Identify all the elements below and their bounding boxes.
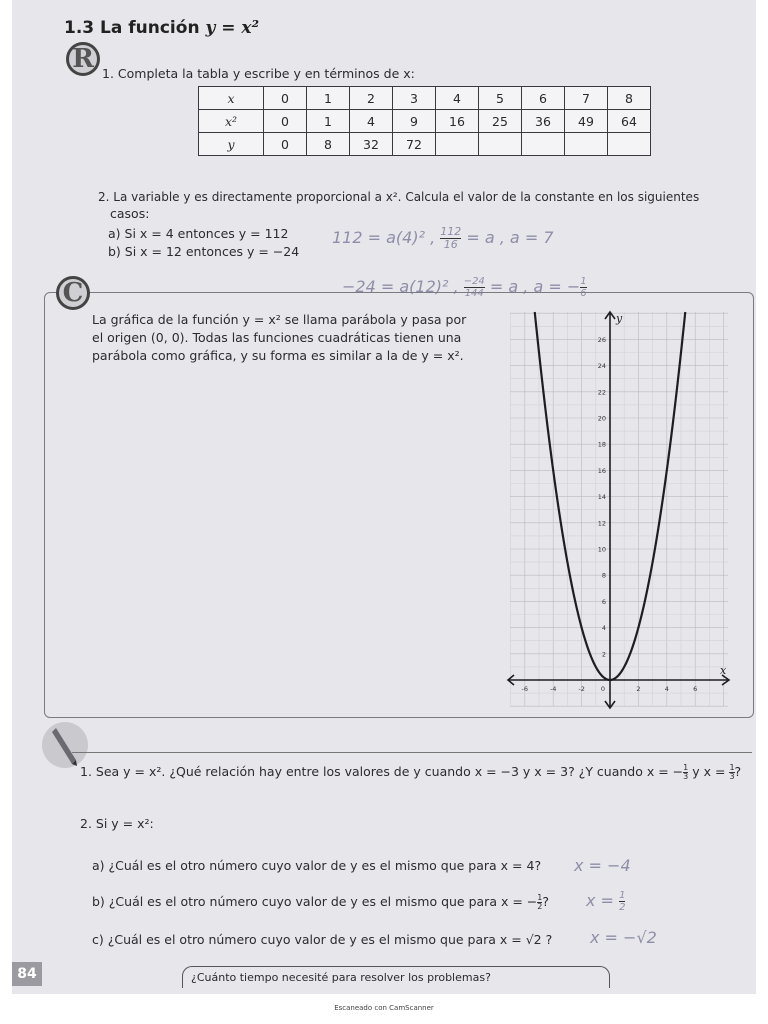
table-cell: 0 — [264, 133, 307, 156]
handwritten-answer-2b: −24 = a(12)² , $\frac{-24}{144}$ = a , a = − $\frac{1}{6}$ — [342, 276, 587, 299]
table-cell — [565, 133, 608, 156]
y-tick-label: 22 — [597, 388, 606, 397]
table-cell: 32 — [350, 133, 393, 156]
textbook-page — [12, 0, 756, 994]
concept-line3: parábola como gráfica, y su forma es similar a la de y = x². — [92, 348, 464, 363]
practice-q1: 1. Sea y = x². ¿Qué relación hay entre los valores de y cuando x = −3 y x = 3? ¿Y cuando x = − $\frac{1}{3}$ y x = $\frac{1}{3}$ ? — [80, 763, 742, 781]
handwritten-answer-q2c: x = −√2 — [590, 928, 657, 947]
table-cell: 36 — [522, 110, 565, 133]
chart-grid — [510, 312, 728, 706]
table-cell: 72 — [393, 133, 436, 156]
handwritten-answer-q2b: x = $\frac{1}{2}$ — [586, 890, 626, 913]
table-cell: 64 — [608, 110, 651, 133]
y-tick-label: 4 — [601, 624, 606, 633]
y-tick-label: 20 — [597, 414, 606, 423]
table-cell: 3 — [393, 87, 436, 110]
x-axis-label: x — [720, 664, 727, 677]
exercise-1-instruction: 1. Completa la tabla y escribe y en términos de x: — [102, 66, 415, 81]
table-header-x: x — [199, 87, 264, 110]
x-tick-label: -4 — [549, 685, 557, 693]
y-tick-label: 10 — [597, 545, 606, 554]
title-formula: y = x² — [205, 18, 260, 38]
y-tick-label: 12 — [597, 519, 606, 528]
y-tick-label: 24 — [597, 362, 606, 371]
x-tick-label: 0 — [600, 685, 606, 693]
practice-q2a: a) ¿Cuál es el otro número cuyo valor de y es el mismo que para x = 4? — [92, 858, 542, 873]
practice-q2b: b) ¿Cuál es el otro número cuyo valor de y es el mismo que para x = − $\frac{1}{2}$ ? — [92, 893, 549, 911]
table-cell: 1 — [307, 87, 350, 110]
y-tick-label: 8 — [601, 571, 606, 580]
concept-line1: La gráfica de la función y = x² se llama parábola y pasa por — [92, 312, 467, 327]
page-number: 84 — [12, 962, 42, 986]
x-tick-label: -6 — [521, 685, 529, 693]
table-cell: 2 — [350, 87, 393, 110]
table-cell: 9 — [393, 110, 436, 133]
table-cell: 1 — [307, 110, 350, 133]
x-tick-label: -2 — [578, 685, 585, 693]
parabola-chart — [506, 308, 732, 710]
table-cell: 8 — [608, 87, 651, 110]
section-divider — [72, 752, 752, 753]
handwritten-answer-q2a: x = −4 — [574, 856, 631, 875]
table-cell: 0 — [264, 110, 307, 133]
concept-badge-icon: C — [56, 276, 90, 310]
y-tick-label: 18 — [597, 440, 606, 449]
concept-line2: el origen (0, 0). Todas las funciones cuadráticas tienen una — [92, 330, 462, 345]
exercise-2-text-line2: casos: — [110, 206, 150, 221]
x-tick-label: 4 — [664, 685, 669, 693]
x-tick-label: 6 — [693, 685, 698, 693]
table-header-x2: x² — [199, 110, 264, 133]
table-cell: 25 — [479, 110, 522, 133]
y-axis-label: y — [616, 312, 623, 325]
y-tick-label: 6 — [601, 597, 606, 606]
y-tick-label: 16 — [597, 466, 606, 475]
exercise-2-text-line1: 2. La variable y es directamente proporcional a x². Calcula el valor de la constante en los siguientes — [98, 190, 700, 204]
table-cell: 6 — [522, 87, 565, 110]
table-cell: 16 — [436, 110, 479, 133]
values-table — [198, 86, 651, 156]
table-cell: 0 — [264, 87, 307, 110]
table-cell: 49 — [565, 110, 608, 133]
y-tick-label: 14 — [597, 493, 606, 502]
handwritten-answer-2a: 112 = a(4)² , $\frac{112}{16}$ = a , a = 7 — [332, 225, 554, 251]
table-cell: 7 — [565, 87, 608, 110]
table-row-y — [199, 133, 651, 156]
x-tick-label: 2 — [636, 685, 641, 693]
table-row-x — [199, 87, 651, 110]
table-cell — [608, 133, 651, 156]
exercise-2b: b) Si x = 12 entonces y = −24 — [108, 244, 300, 259]
title-text: 1.3 La función — [64, 18, 200, 38]
exercise-2a: a) Si x = 4 entonces y = 112 — [108, 226, 289, 241]
practice-q2c: c) ¿Cuál es el otro número cuyo valor de y es el mismo que para x = √2 ? — [92, 932, 553, 947]
section-title — [64, 18, 259, 38]
y-tick-label: 2 — [601, 650, 606, 659]
pencil-icon — [42, 722, 88, 768]
table-cell: 8 — [307, 133, 350, 156]
table-cell: 4 — [436, 87, 479, 110]
table-cell: 5 — [479, 87, 522, 110]
practice-q2-intro: 2. Si y = x²: — [80, 816, 154, 831]
reinforce-badge-icon: R — [66, 42, 100, 76]
table-cell — [479, 133, 522, 156]
table-cell — [436, 133, 479, 156]
table-cell: 4 — [350, 110, 393, 133]
table-row-x2 — [199, 110, 651, 133]
y-tick-label: 26 — [597, 335, 606, 344]
time-question-box: ¿Cuánto tiempo necesité para resolver los problemas? — [182, 966, 610, 988]
table-cell — [522, 133, 565, 156]
table-header-y: y — [199, 133, 264, 156]
scanner-watermark: Escaneado con CamScanner — [334, 1004, 434, 1012]
